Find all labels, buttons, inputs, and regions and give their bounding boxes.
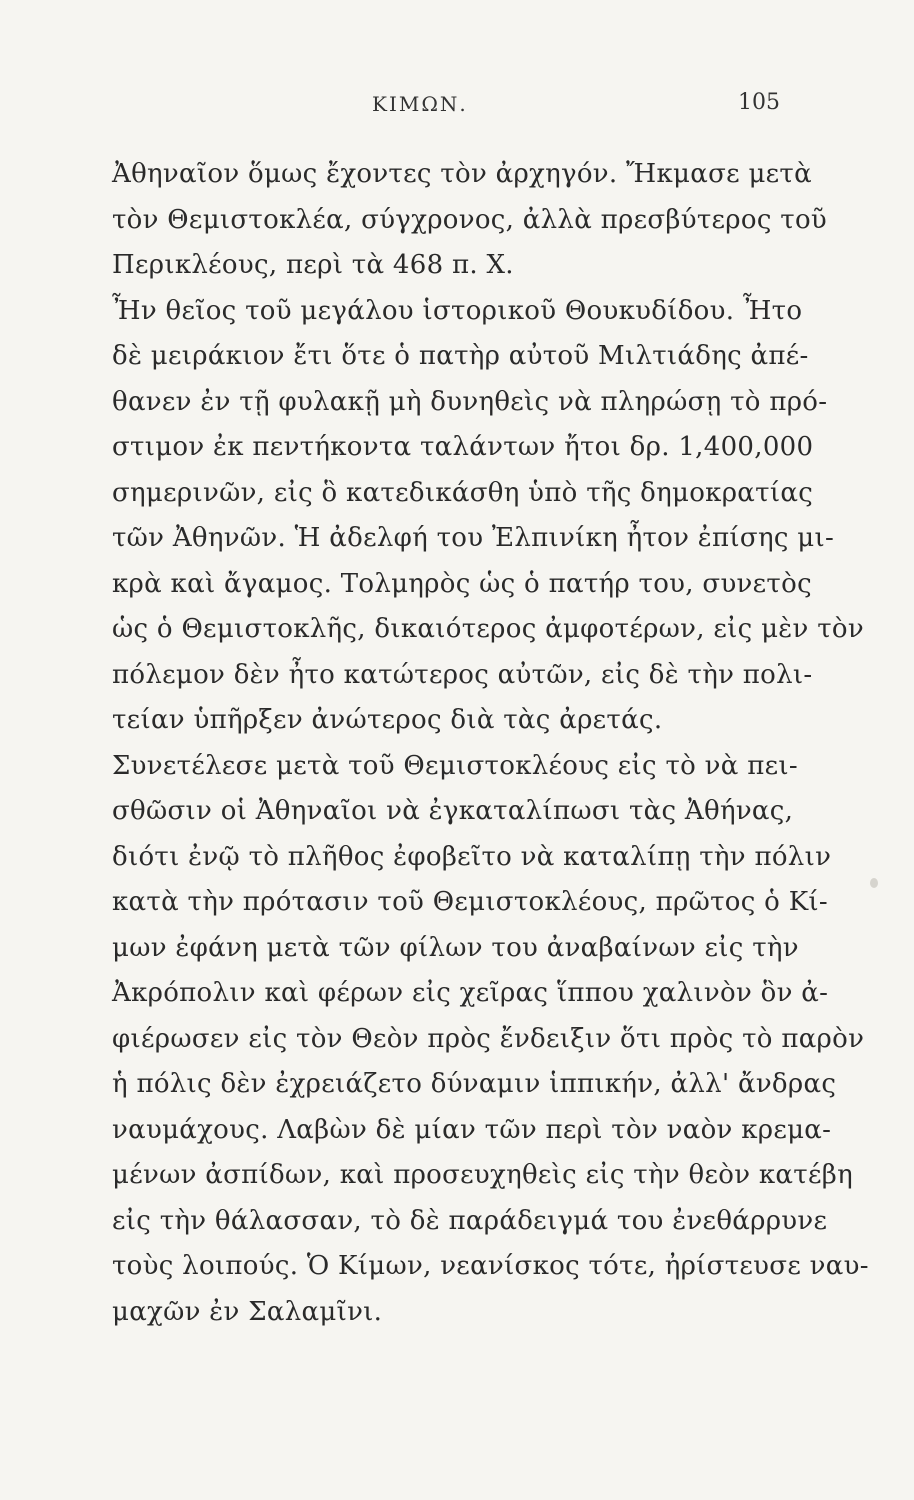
text-line: διότι ἐνῷ τὸ πλῆθος ἐφοβεῖτο νὰ καταλίπῃ τὴν πόλιν — [112, 841, 832, 872]
paragraph — [112, 289, 864, 744]
paragraph — [112, 152, 828, 289]
text-line: Περικλέους, περὶ τὰ 468 π. Χ. — [112, 250, 514, 280]
text-line: θανεν ἐν τῇ φυλακῇ μὴ δυνηθεὶς νὰ πληρώσῃ τὸ πρό- — [112, 386, 828, 417]
text-line: κρὰ καὶ ἄγαμος. Τολμηρὸς ὡς ὁ πατήρ του, συνετὸς — [112, 568, 812, 599]
text-line: μαχῶν ἐν Σαλαμῖνι. — [112, 1296, 383, 1327]
text-line: τῶν Ἀθηνῶν. Ἡ ἀδελφή του Ἐλπινίκη ἦτον ἐπίσης μι- — [112, 523, 835, 553]
text-line: ἡ πόλις δὲν ἐχρειάζετο δύναμιν ἱππικήν, ἀλλ' ἄνδρας — [112, 1069, 837, 1099]
text-line: μων ἐφάνη μετὰ τῶν φίλων του ἀναβαίνων εἰς τὴν — [112, 932, 799, 963]
text-line: στιμον ἐκ πεντήκοντα ταλάντων ἤτοι δρ. 1,400,000 — [112, 432, 814, 462]
text-line: Ἀκρόπολιν καὶ φέρων εἰς χεῖρας ἵππου χαλινὸν ὃν ἀ- — [112, 978, 829, 1008]
text-line: κατὰ τὴν πρότασιν τοῦ Θεμιστοκλέους, πρῶτος ὁ Κί- — [112, 887, 829, 917]
text-line: Ἦν θεῖος τοῦ μεγάλου ἱστορικοῦ Θουκυδίδου. Ἦτο — [112, 295, 803, 326]
text-line: τοὺς λοιπούς. Ὁ Κίμων, νεανίσκος τότε, ἠρίστευσε ναυ- — [112, 1251, 869, 1281]
text-line: ναυμάχους. Λαβὼν δὲ μίαν τῶν περὶ τὸν ναὸν κρεμα- — [112, 1114, 832, 1145]
text-line: σθῶσιν οἱ Ἀθηναῖοι νὰ ἐγκαταλίπωσι τὰς Ἀθήνας, — [112, 796, 794, 826]
text-line: Συνετέλεσε μετὰ τοῦ Θεμιστοκλέους εἰς τὸ νὰ πει- — [112, 750, 798, 781]
text-line: Ἀθηναῖον ὅμως ἔχοντες τὸν ἀρχηγόν. Ἤκμασε μετὰ — [112, 159, 812, 189]
running-head — [0, 92, 914, 122]
running-title: ΚΙΜΩΝ. — [372, 92, 468, 116]
text-line: δὲ μειράκιον ἔτι ὅτε ὁ πατὴρ αὐτοῦ Μιλτιάδης ἀπέ- — [112, 341, 809, 371]
text-line: εἰς τὴν θάλασσαν, τὸ δὲ παράδειγμά του ἐνεθάρρυνε — [112, 1205, 828, 1236]
text-line: ὡς ὁ Θεμιστοκλῆς, δικαιότερος ἀμφοτέρων, εἰς μὲν τὸν — [112, 614, 864, 644]
paper-smudge — [870, 878, 878, 888]
text-line: τὸν Θεμιστοκλέα, σύγχρονος, ἀλλὰ πρεσβύτερος τοῦ — [112, 204, 828, 235]
page-number: 105 — [738, 90, 780, 115]
body-text — [112, 152, 869, 1335]
text-line: σημερινῶν, εἰς ὃ κατεδικάσθη ὑπὸ τῆς δημοκρατίας — [112, 477, 814, 508]
text-line: μένων ἀσπίδων, καὶ προσευχηθεὶς εἰς τὴν θεὸν κατέβη — [112, 1160, 853, 1190]
text-line: τείαν ὑπῆρξεν ἀνώτερος διὰ τὰς ἀρετάς. — [112, 705, 663, 735]
text-line: πόλεμον δὲν ἦτο κατώτερος αὐτῶν, εἰς δὲ τὴν πολι- — [112, 659, 813, 690]
paragraph — [112, 744, 869, 1336]
text-line: φιέρωσεν εἰς τὸν Θεὸν πρὸς ἔνδειξιν ὅτι πρὸς τὸ παρὸν — [112, 1023, 865, 1054]
